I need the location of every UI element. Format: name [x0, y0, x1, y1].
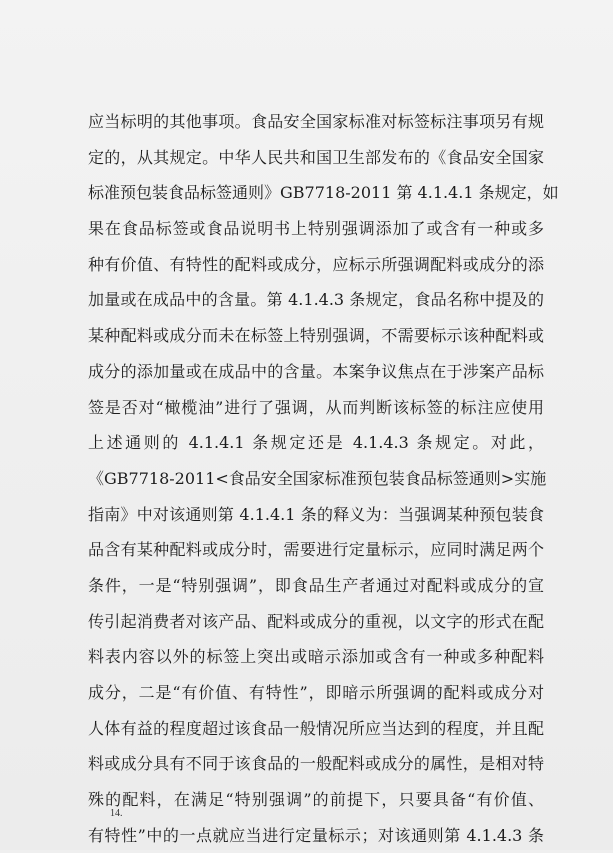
text-line: 条件，一是“特别强调”，即食品生产者通过对配料或成分的宣: [88, 575, 544, 595]
text-line: 加量或在成品中的含量。第 4.1.4.3 条规定，食品名称中提及的: [88, 290, 544, 310]
text-line: 上述通则的 4.1.4.1 条规定还是 4.1.4.3 条规定。对此，: [88, 433, 544, 453]
page-number: 14.: [110, 808, 123, 819]
text-line: 签是否对“橄榄油”进行了强调，从而判断该标签的标注应使用: [88, 397, 544, 417]
text-line: 成分，二是“有价值、有特性”，即暗示所强调的配料或成分对: [88, 683, 544, 702]
text-line: 殊的配料，在满足“特别强调”的前提下，只要具备“有价值、: [88, 790, 544, 810]
text-line: 有特性”中的一点就应当进行定量标示；对该通则第 4.1.4.3 条: [88, 825, 544, 845]
text-line: 成分的添加量或在成品中的含量。本案争议焦点在于涉案产品标: [88, 361, 544, 381]
text-line: 标准预包装食品标签通则》GB7718-2011 第 4.1.4.1 条规定，如: [88, 183, 559, 203]
text-line: 某种配料或成分而未在标签上特别强调，不需要标示该种配料或: [88, 326, 544, 346]
text-line: 应当标明的其他事项。食品安全国家标准对标签标注事项另有规: [88, 112, 544, 131]
text-line: 传引起消费者对该产品、配料或成分的重视，以文字的形式在配: [88, 611, 544, 631]
text-line: 人体有益的程度超过该食品一般情况所应当达到的程度，并且配: [88, 718, 544, 738]
text-line: 料表内容以外的标签上突出或暗示添加或含有一种或多种配料: [88, 647, 544, 667]
body-text: [88, 104, 559, 853]
text-line: 《GB7718-2011<食品安全国家标准预包装食品标签通则>实施: [88, 468, 547, 488]
text-line: 料或成分具有不同于该食品的一般配料或成分的属性，是相对特: [88, 754, 544, 774]
text-line: 指南》中对该通则第 4.1.4.1 条的释义为：当强调某种预包装食: [88, 504, 544, 524]
text-line: 果在食品标签或食品说明书上特别强调添加了或含有一种或多: [88, 219, 544, 239]
text-line: 定的，从其规定。中华人民共和国卫生部发布的《食品安全国家: [88, 147, 544, 167]
text-line: 种有价值、有特性的配料或成分，应标示所强调配料或成分的添: [88, 254, 544, 274]
text-line: 品含有某种配料或成分时，需要进行定量标示，应同时满足两个: [88, 540, 544, 560]
